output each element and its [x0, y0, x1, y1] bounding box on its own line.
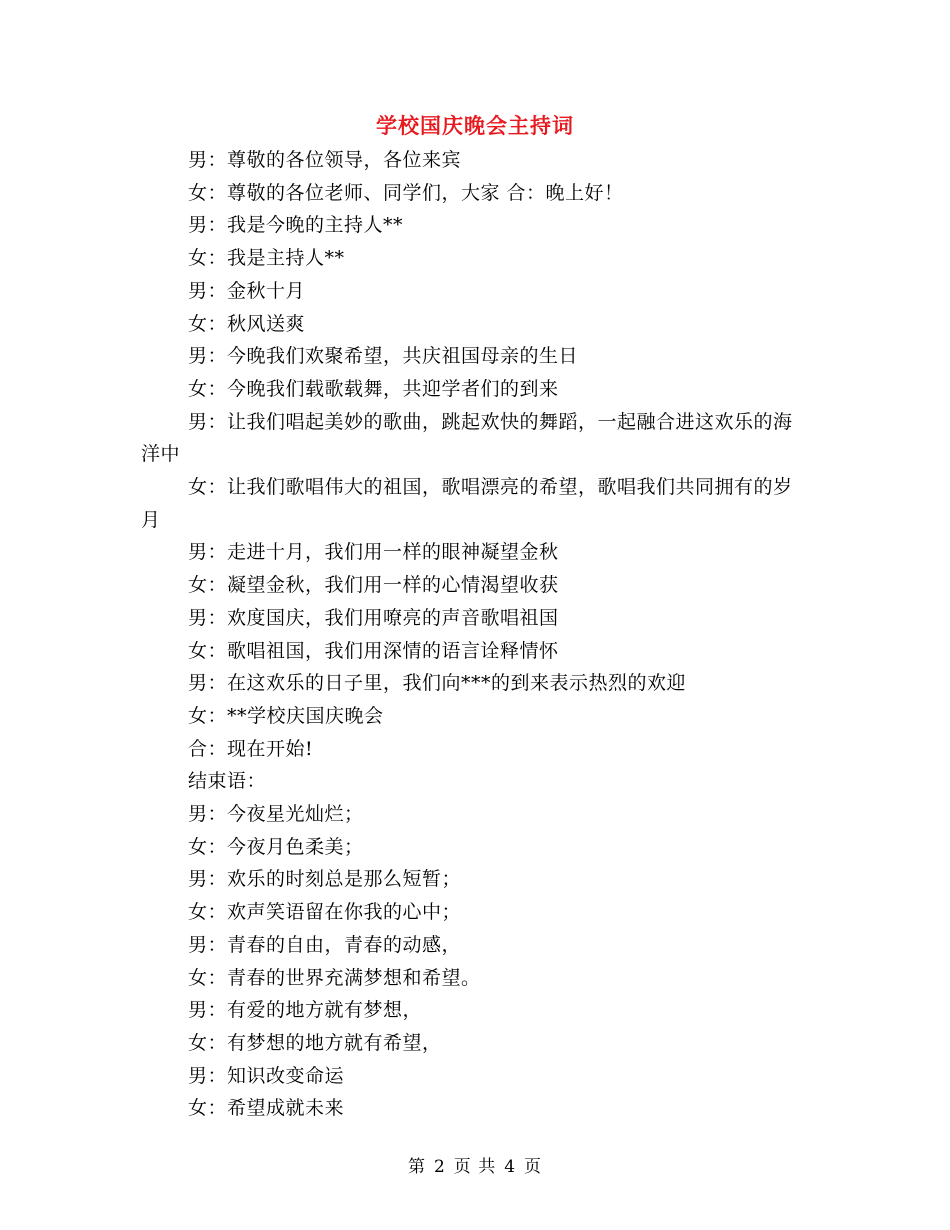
paragraph: 女：欢声笑语留在你我的心中； [188, 901, 462, 924]
paragraph: 男：金秋十月 [188, 279, 306, 302]
paragraph: 女：歌唱祖国，我们用深情的语言诠释情怀 [188, 639, 559, 662]
paragraph: 女：今夜月色柔美； [188, 835, 364, 858]
paragraph: 女：今晚我们载歌载舞，共迎学者们的到来 [188, 377, 559, 400]
paragraph: 女：秋风送爽 [188, 312, 306, 335]
paragraph: 男：今晚我们欢聚希望，共庆祖国母亲的生日 [188, 345, 579, 368]
paragraph: 男：青春的自由，青春的动感， [188, 933, 462, 956]
paragraph: 男：欢度国庆，我们用嘹亮的声音歌唱祖国 [188, 606, 559, 629]
page-label-prefix: 第 [407, 1157, 426, 1177]
paragraph: 女：凝望金秋，我们用一样的心情渴望收获 [188, 574, 559, 597]
paragraph: 女：**学校庆国庆晚会 [188, 704, 384, 727]
paragraph: 男：今夜星光灿烂； [188, 803, 364, 826]
paragraph: 结束语： [188, 770, 267, 793]
document-title: 学校国庆晚会主持词 [376, 113, 574, 138]
paragraph: 女：我是主持人** [188, 247, 345, 270]
page-footer [0, 1152, 950, 1177]
paragraph: 男：走进十月，我们用一样的眼神凝望金秋 [188, 541, 559, 564]
paragraph: 男：让我们唱起美妙的歌曲，跳起欢快的舞蹈，一起融合进这欢乐的海洋中 [141, 410, 793, 466]
paragraph: 男：欢乐的时刻总是那么短暂； [188, 868, 462, 891]
page-label-mid: 页 共 [453, 1157, 497, 1177]
paragraph: 男：尊敬的各位领导，各位来宾 [188, 149, 462, 171]
page-label-suffix: 页 [524, 1157, 543, 1177]
paragraph: 合：现在开始! [188, 737, 314, 760]
paragraph: 男：有爱的地方就有梦想， [188, 999, 423, 1022]
paragraph: 女：尊敬的各位老师、同学们，大家 合：晚上好！ [188, 181, 624, 204]
paragraph: 男：在这欢乐的日子里，我们向***的到来表示热烈的欢迎 [188, 672, 687, 695]
total-pages-number: 4 [504, 1157, 517, 1177]
current-page-number: 2 [433, 1157, 446, 1177]
paragraph: 女：让我们歌唱伟大的祖国，歌唱漂亮的希望，歌唱我们共同拥有的岁月 [141, 476, 793, 531]
document-body [141, 144, 801, 1125]
paragraph: 男：我是今晚的主持人** [188, 214, 404, 237]
paragraph: 女：有梦想的地方就有希望， [188, 1031, 442, 1054]
paragraph: 男：知识改变命运 [188, 1064, 345, 1087]
paragraph: 女：青春的世界充满梦想和希望。 [188, 966, 481, 989]
paragraph: 女：希望成就未来 [188, 1097, 345, 1120]
